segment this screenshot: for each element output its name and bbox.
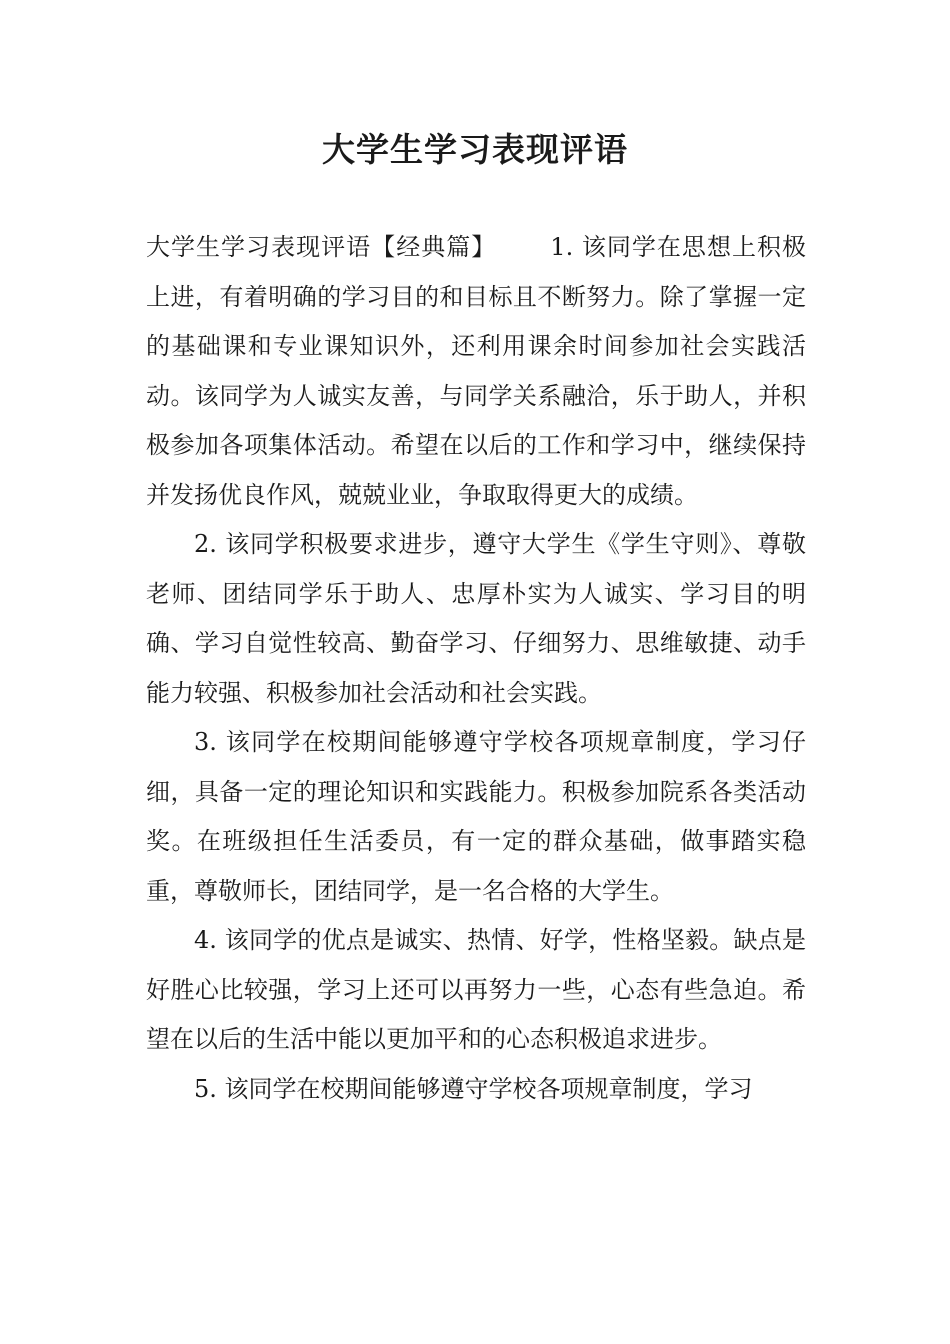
paragraph-5: 5. 该同学在校期间能够遵守学校各项规章制度，学习	[194, 1074, 753, 1103]
paragraph-1-text: 1. 该同学在思想上积极上进，有着明确的学习目的和目标且不断努力。除了掌握一定的基础课和专业课知识外，还利用课余时间参加社会实践活动。该同学为人诚实友善，与同学关系融洽，乐于助人，并积极参加各项集体活动。希望在以后的工作和学习中，继续保持并发扬优良作风，兢兢业业，争取取得更大的成绩。	[146, 233, 807, 509]
intro-heading: 大学生学习表现评语【经典篇】	[146, 233, 497, 261]
paragraph-3: 3. 该同学在校期间能够遵守学校各项规章制度，学习仔细，具备一定的理论知识和实践能力。积极参加院系各类活动奖。在班级担任生活委员，有一定的群众基础，做事踏实稳重，尊敬师长，团结同学，是一名合格的大学生。	[146, 728, 806, 905]
paragraph-4: 4. 该同学的优点是诚实、热情、好学，性格坚毅。缺点是好胜心比较强，学习上还可以再努力一些，心态有些急迫。希望在以后的生活中能以更加平和的心态积极追求进步。	[146, 926, 806, 1053]
document-body	[146, 223, 806, 1114]
paragraph-2: 2. 该同学积极要求进步，遵守大学生《学生守则》、尊敬老师、团结同学乐于助人、忠厚朴实为人诚实、学习目的明确、学习自觉性较高、勤奋学习、仔细努力、思维敏捷、动手能力较强、积极参加社会活动和社会实践。	[146, 530, 806, 707]
paragraph-1	[146, 223, 806, 520]
document-title: 大学生学习表现评语	[322, 130, 628, 169]
